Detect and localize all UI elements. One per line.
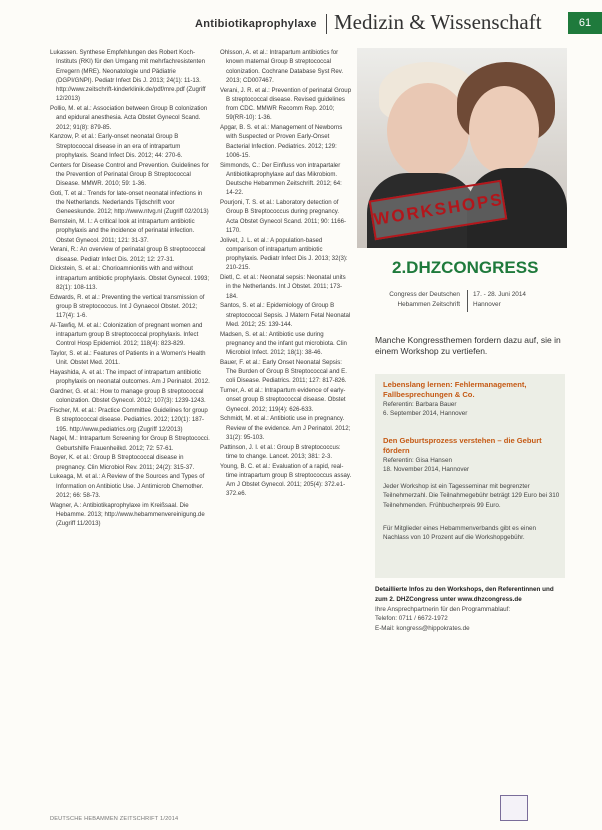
reference-entry: Edwards, R. et al.: Preventing the vertical transmission of group B streptococcus. Int J Gynaecol Obstet. 2012; 117(4): 1-6. — [50, 293, 205, 319]
reference-entry: Dietl, C. et al.: Neonatal sepsis: Neonatal units in the Netherlands. Int J Obstet. 2011; 173-184. — [220, 274, 346, 300]
workshop-1-date: 6. September 2014, Hannover — [383, 410, 468, 418]
congress-city: Hannover — [473, 300, 501, 308]
reference-entry: Kanzow, P. et al.: Early-onset neonatal Group B Streptococcal disease in an era of intrapartum prophylaxis. Scand Infect Dis. 2012; 44: 270-6. — [50, 133, 183, 159]
workshop-2-date: 18. November 2014, Hannover — [383, 466, 470, 474]
reference-entry: Pourjoni, T. S. et al.: Laboratory detection of Group B Streptococcus during pregnancy. Acta Obstet Gynecol Scand. 2011; 90: 1166-1170. — [220, 199, 347, 234]
reference-entry: Bernstein, M. I.: A critical look at intrapartum antibiotic prophylaxis and the incidence of perinatal infection. Obstet Gynecol. 2011; 121: 31-37. — [50, 218, 195, 244]
congress-info — [375, 290, 565, 320]
congress-dates: 17. - 28. Juni 2014 — [473, 291, 526, 298]
page-header — [0, 8, 602, 42]
references-column-1 — [50, 48, 210, 529]
workshop-2-title: Den Geburtsprozess verstehen – die Geburt fördern — [383, 436, 542, 455]
header-divider — [326, 14, 327, 34]
workshop-1 — [383, 380, 561, 419]
reference-entry: Verani, J. R. et al.: Prevention of perinatal Group B streptococcal disease. Revised guidelines from CDC. MMWR Recomm Rep. 2010; 59(RR-10): 1-36. — [220, 86, 352, 122]
reference-entry: Nagel, M.: Intrapartum Screening for Group B Streptococci. Geburtshilfe Frauenheilkd. 2012; 72: 57-61. — [50, 435, 210, 452]
section-label: Antibiotikaprophylaxe — [195, 18, 317, 30]
reference-entry: Pollio, M. et al.: Association between Group B colonization and epidural anesthesia. Acta Obstet Gynecol Scand. 2012; 91(8): 879-85. — [50, 105, 208, 131]
reference-entry: Schmidt, M. et al.: Antibiotic use in pregnancy. Review of the evidence. Am J Perinatol. 2012; 31(2): 95-103. — [220, 415, 351, 441]
contact-block — [375, 585, 565, 634]
reference-entry: Bauer, F. et al.: Early Onset Neonatal Sepsis: The Burden of Group B Streptococcal and E. coli Disease. Pediatrics. 2011; 127: 817-826. — [220, 358, 347, 385]
host-line-1: Congress der Deutschen — [389, 291, 460, 298]
reference-entry: Gardner, G. et al.: How to manage group B streptococcal colonization. Obstet Gynecol. 2012; 107(3): 1239-1243. — [50, 388, 206, 405]
contact-line-2: Telefon: 0711 / 6672-1972 — [375, 615, 448, 623]
info-divider — [467, 290, 468, 312]
workshop-2 — [383, 436, 561, 475]
intro-text: Manche Kongressthemen fordern dazu auf, sie in einem Workshop zu vertiefen. — [375, 335, 561, 357]
workshop-2-speaker: Referentin: Gisa Hansen — [383, 456, 452, 464]
contact-heading: Detaillierte Infos zu den Workshops, den Referentinnen und zum 2. DHZCongress unter www.dhzcongress.de — [375, 586, 554, 603]
reference-entry: Jolivet, J. L. et al.: A population-based comparison of intrapartum antibiotic prophylaxis. Pediatr Infect Dis J. 2013; 32(3): 210-215. — [220, 236, 348, 272]
references-column-2 — [220, 48, 352, 499]
reference-entry: Ohlsson, A. et al.: Intrapartum antibiotics for known maternal Group B streptococcal colonization. Cochrane Database Syst Rev. 2013; CD007467. — [220, 49, 344, 84]
reference-entry: Wagner, A.: Antibiotikaprophylaxe im Kreißsaal. Die Hebamme. 2013; http://www.hebammenvereinigung.de (Zugriff 11/2013) — [50, 501, 205, 527]
reference-entry: Lukassen. Synthese Empfehlungen des Robert Koch-Instituts (RKI) für den Umgang mit mehrfachresistenten Erregern (MRE). Neonatologie und Pädiatrie (DGPI/GNPI). Pediatr Infect Dis J. 2013; 24(1): 11-13. http://www.zeitschrift-kinderklinik.de/pdf/mre.pdf (Zugriff 12/2013) — [50, 49, 206, 103]
workshop-fee-note: Jeder Workshop ist ein Tagesseminar mit begrenzter Teilnehmerzahl. Die Teilnahmegebühr beträgt 129 Euro bei 310 Teilnehmenden. Frühbucherpreis 99 Euro. — [383, 483, 560, 509]
face-right — [469, 86, 539, 174]
reference-entry: Madsen, S. et al.: Antibiotic use during pregnancy and the infant gut microbiota. Clin Microbiol Infect. 2012; 18(1): 38-46. — [220, 330, 347, 356]
reference-entry: Simmonds, C.: Der Einfluss von intrapartaler Antibiotikaprophylaxe auf das Mikrobiom. Deutsche Hebammen Zeitschrift. 2012; 64: 14-22. — [220, 161, 342, 197]
page-number: 61 — [568, 12, 602, 34]
congress-logo: 2.DHZCONGRESS — [392, 258, 539, 277]
workshops-stamp: WORKSHOPS — [369, 180, 508, 240]
page-title: Medizin & Wissenschaft — [334, 10, 542, 34]
reference-entry: Pattinson, J. I. et al.: Group B streptococcus: time to change. Lancet. 2013; 381: 2-3. — [220, 443, 341, 460]
host-line-2: Hebammen Zeitschrift — [397, 300, 460, 308]
congress-when-where — [473, 290, 563, 309]
reference-entry: Boyer, K. et al.: Group B Streptococcal disease in pregnancy. Clin Microbiol Rev. 2011; 24(2): 315-37. — [50, 454, 195, 471]
reference-entry: Hayashida, A. et al.: The impact of intrapartum antibiotic prophylaxis on neonatal outcomes. Am J Perinatol. 2012. — [50, 369, 210, 386]
publisher-logo-icon — [500, 795, 528, 821]
reference-entry: Apgar, B. S. et al.: Management of Newborns with Suspected or Proven Early-Onset Bacterial Infection. Pediatrics. 2012; 129: 1006-15. — [220, 124, 343, 159]
contact-line-1: Ihre Ansprechpartnerin für den Programmablauf: — [375, 605, 511, 613]
workshop-1-title: Lebenslang lernen: Fehlermanagement, Fallbesprechungen & Co. — [383, 380, 527, 399]
reference-entry: Verani, R.: An overview of perinatal group B streptococcal disease. Pediatr Infect Dis. 2012; 12: 27-31. — [50, 246, 206, 263]
reference-entry: Young, B. C. et al.: Evaluation of a rapid, real-time intrapartum group B streptococcus assay. Am J Obstet Gynecol. 2011; 205(4): 372.e1-372.e6. — [220, 462, 352, 498]
contact-line-3: E-Mail: kongress@hippokrates.de — [375, 625, 470, 632]
reference-entry: Taylor, S. et al.: Features of Patients in a Women's Health Unit. Obstet Med. 2011. — [50, 350, 206, 367]
reference-entry: Turner, A. et al.: Intrapartum evidence of early-onset group B streptococcal disease. Obstet Gynecol. 2012; 119(4): 626-633. — [220, 387, 346, 413]
page-footer: DEUTSCHE HEBAMMEN ZEITSCHRIFT 1/2014 — [50, 816, 179, 822]
congress-host — [375, 290, 460, 309]
workshop-discount-note: Für Mitglieder eines Hebammenverbands gibt es einen Nachlass von 10 Prozent auf die Workshopgebühr. — [383, 525, 536, 542]
reference-entry: Al-Tawfiq, M. et al.: Colonization of pregnant women and intrapartum group B streptococcal prophylaxis. Infect Control Hosp Epidemiol. 2012; 118(4): 823-829. — [50, 321, 203, 348]
reference-entry: Santos, S. et al.: Epidemiology of Group B streptococcal Sepsis. J Matern Fetal Neonatal Med. 2012; 25: 139-144. — [220, 302, 351, 328]
reference-entry: Centers for Disease Control and Prevention. Guidelines for the Prevention of Perinatal Group B Streptococcal Disease. MMWR. 2010; 59: 1-36. — [50, 161, 209, 187]
reference-entry: Dickstein, S. et al.: Chorioamnionitis with and without intrapartum antibiotic prophylaxis. Obstet Gynecol. 1993; 82(1): 108-113. — [50, 265, 210, 291]
workshop-box — [375, 374, 565, 578]
reference-entry: Goti, T. et al.: Trends for late-onset neonatal infections in the Netherlands. Nederlands Tijdschrift voor Geneeskunde. 2012; http://www.ntvg.nl (Zugriff 02/2013) — [50, 189, 209, 216]
reference-entry: Fischer, M. et al.: Practice Committee Guidelines for group B streptococcal disease. Pediatrics. 2012; 120(1): 187-195. http://www.pediatrics.org (Zugriff 12/2013) — [50, 407, 208, 433]
workshop-1-speaker: Referentin: Barbara Bauer — [383, 400, 457, 408]
reference-entry: Lukeaga, M. et al.: A Review of the Sources and Types of Information on Antibiotic Use. J Antimicrob Chemother. 2012; 66: 58-73. — [50, 473, 205, 499]
